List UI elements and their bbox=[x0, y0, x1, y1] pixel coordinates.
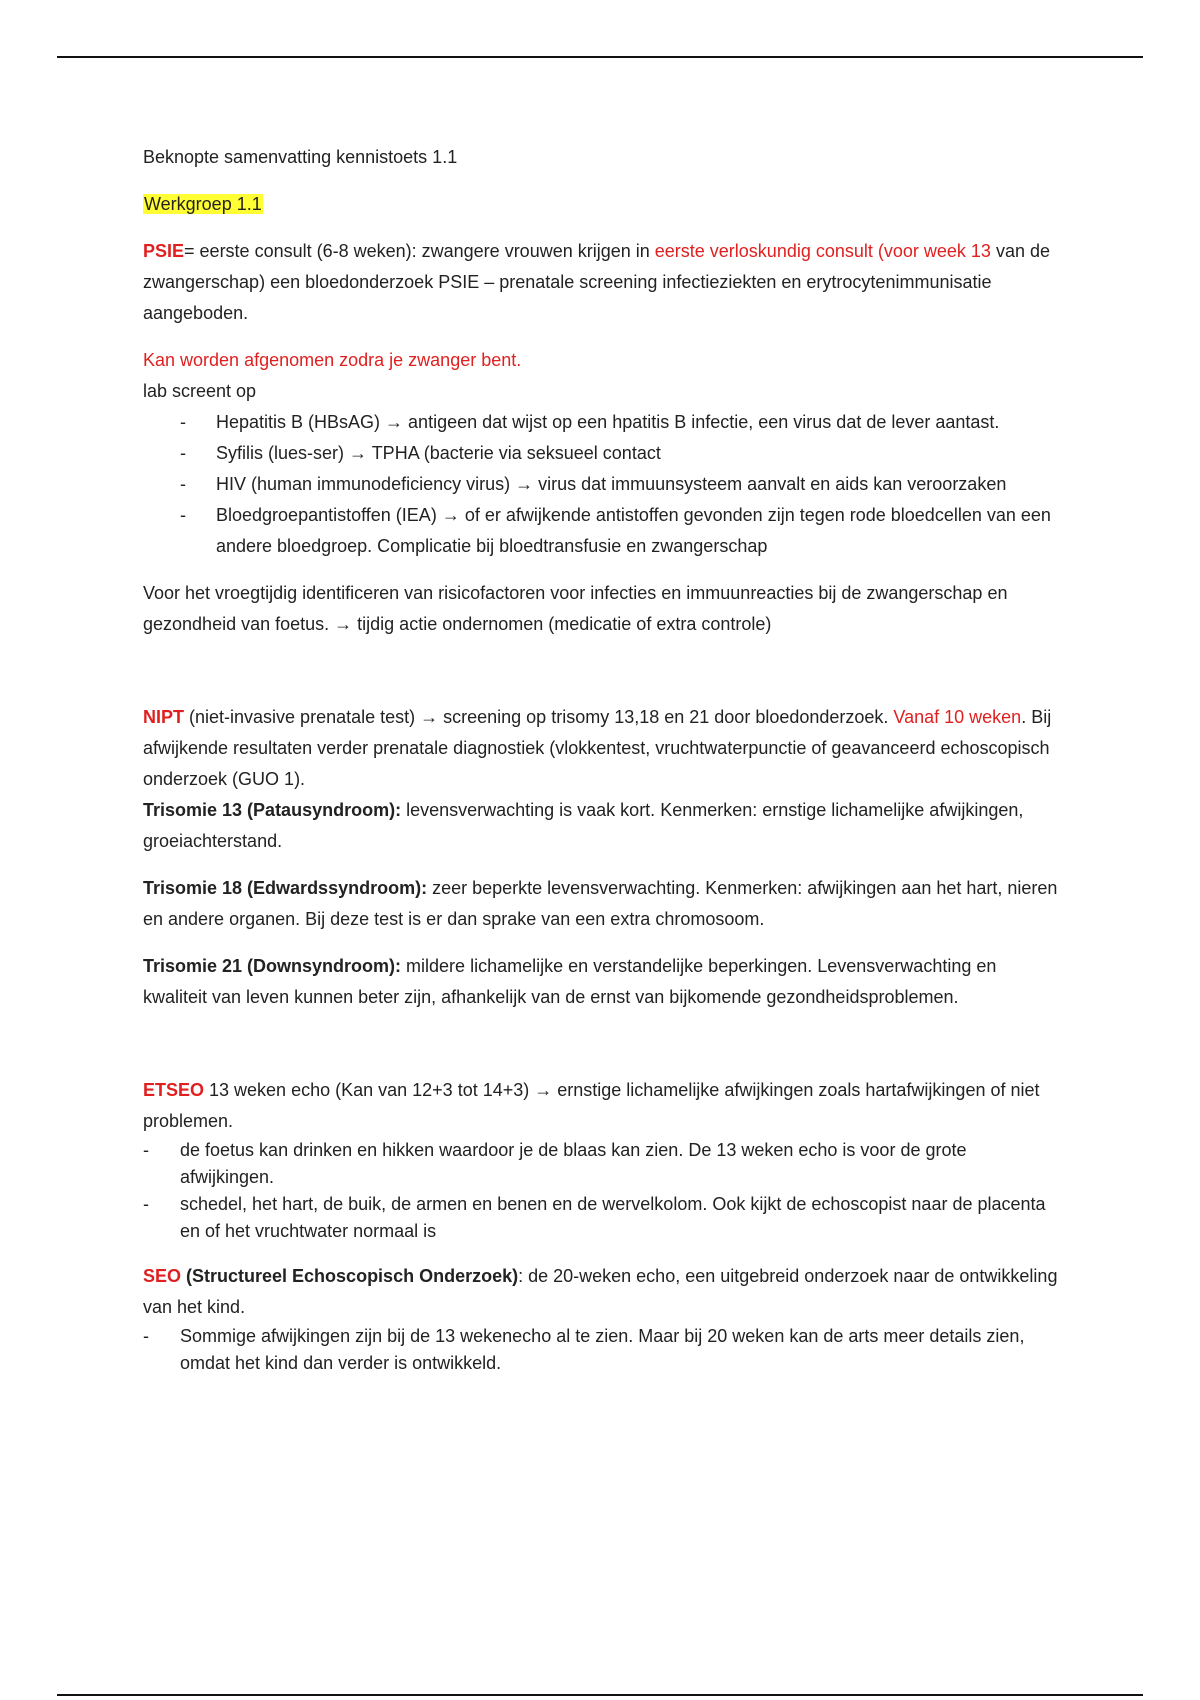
psie-purpose: Voor het vroegtijdig identificeren van risicofactoren voor infecties en immuunreacties bij de zwangerschap en gezondheid van foetus. → tijdig actie ondernomen (medicatie of extra controle) bbox=[143, 583, 1008, 634]
highlighted-heading: Werkgroep 1.1 bbox=[144, 194, 262, 214]
list-item: - Bloedgroepantistoffen (IEA) → of er afwijkende antistoffen gevonden zijn tegen rode bloedcellen van een andere bloedgroep. Complicatie bij bloedtransfusie en zwangerschap bbox=[180, 505, 1051, 556]
psie-red-note: Kan worden afgenomen zodra je zwanger bent. bbox=[143, 350, 522, 370]
arrow-icon: → bbox=[334, 614, 353, 634]
seo-list bbox=[143, 1323, 1063, 1377]
list-item: - Sommige afwijkingen zijn bij de 13 wekenecho al te zien. Maar bij 20 weken kan de arts meer details zien, omdat het kind dan verder is ontwikkeld. bbox=[143, 1326, 1025, 1373]
arrow-icon: → bbox=[349, 443, 368, 463]
trisomie-13: Trisomie 13 (Patausyndroom): levensverwachting is vaak kort. Kenmerken: ernstige lichamelijke afwijkingen, groeiachterstand. bbox=[143, 800, 1024, 851]
list-item: - Hepatitis B (HBsAG) → antigeen dat wijst op een hpatitis B infectie, een virus dat de lever aantast. bbox=[180, 412, 1000, 432]
nipt-paragraph: NIPT (niet-invasive prenatale test) → screening op trisomy 13,18 en 21 door bloedonderzoek. Vanaf 10 weken. Bij afwijkende resultaten verder prenatale diagnostiek (vlokkentest, vruchtwaterpunctie of geavanceerd echoscopisch onderzoek (GUO 1). bbox=[143, 707, 1052, 789]
list-item: - Syfilis (lues-ser) → TPHA (bacterie via seksueel contact bbox=[180, 443, 661, 463]
etseo-paragraph: ETSEO 13 weken echo (Kan van 12+3 tot 14+3) → ernstige lichamelijke afwijkingen zoals hartafwijkingen of niet problemen. bbox=[143, 1080, 1040, 1131]
trisomie-21: Trisomie 21 (Downsyndroom): mildere lichamelijke en verstandelijke beperkingen. Levensverwachting en kwaliteit van leven kunnen beter zijn, afhankelijk van de ernst van bijkomende gezondheidsproblemen. bbox=[143, 956, 997, 1007]
etseo-term: ETSEO bbox=[143, 1080, 205, 1100]
trisomie-18: Trisomie 18 (Edwardssyndroom): zeer beperkte levensverwachting. Kenmerken: afwijkingen aan het hart, nieren en andere organen. Bij deze test is er dan sprake van een extra chromosoom. bbox=[143, 878, 1058, 929]
footer-rule bbox=[57, 1694, 1143, 1696]
lab-screen-line: lab screent op bbox=[143, 381, 257, 401]
arrow-icon: → bbox=[441, 505, 460, 525]
list-item: - schedel, het hart, de buik, de armen en benen en de wervelkolom. Ook kijkt de echoscopist naar de placenta en of het vruchtwater normaal is bbox=[143, 1194, 1046, 1241]
seo-term: SEO bbox=[143, 1266, 182, 1286]
psie-paragraph: PSIE= eerste consult (6-8 weken): zwangere vrouwen krijgen in eerste verloskundig consult (voor week 13 van de zwangerschap) een bloedonderzoek PSIE – prenatale screening infectieziekten en erytrocytenimmunisatie aangeboden. bbox=[143, 241, 1050, 323]
seo-paragraph: SEO (Structureel Echoscopisch Onderzoek): de 20-weken echo, een uitgebreid onderzoek naar de ontwikkeling van het kind. bbox=[143, 1266, 1058, 1317]
list-item: - de foetus kan drinken en hikken waardoor je de blaas kan zien. De 13 weken echo is voor de grote afwijkingen. bbox=[143, 1140, 967, 1187]
nipt-term: NIPT bbox=[143, 707, 185, 727]
arrow-icon: → bbox=[385, 412, 404, 432]
section-heading bbox=[143, 189, 1063, 220]
psie-term: PSIE bbox=[143, 241, 185, 261]
header-rule bbox=[57, 56, 1143, 58]
list-item: - HIV (human immunodeficiency virus) → virus dat immuunsysteem aanvalt en aids kan veroorzaken bbox=[180, 474, 1007, 494]
arrow-icon: → bbox=[534, 1080, 553, 1100]
arrow-icon: → bbox=[420, 707, 439, 727]
document-body bbox=[143, 142, 1063, 1377]
arrow-icon: → bbox=[515, 474, 534, 494]
document-title: Beknopte samenvatting kennistoets 1.1 bbox=[143, 147, 458, 167]
etseo-list bbox=[143, 1137, 1063, 1245]
psie-screening-list bbox=[143, 407, 1063, 562]
